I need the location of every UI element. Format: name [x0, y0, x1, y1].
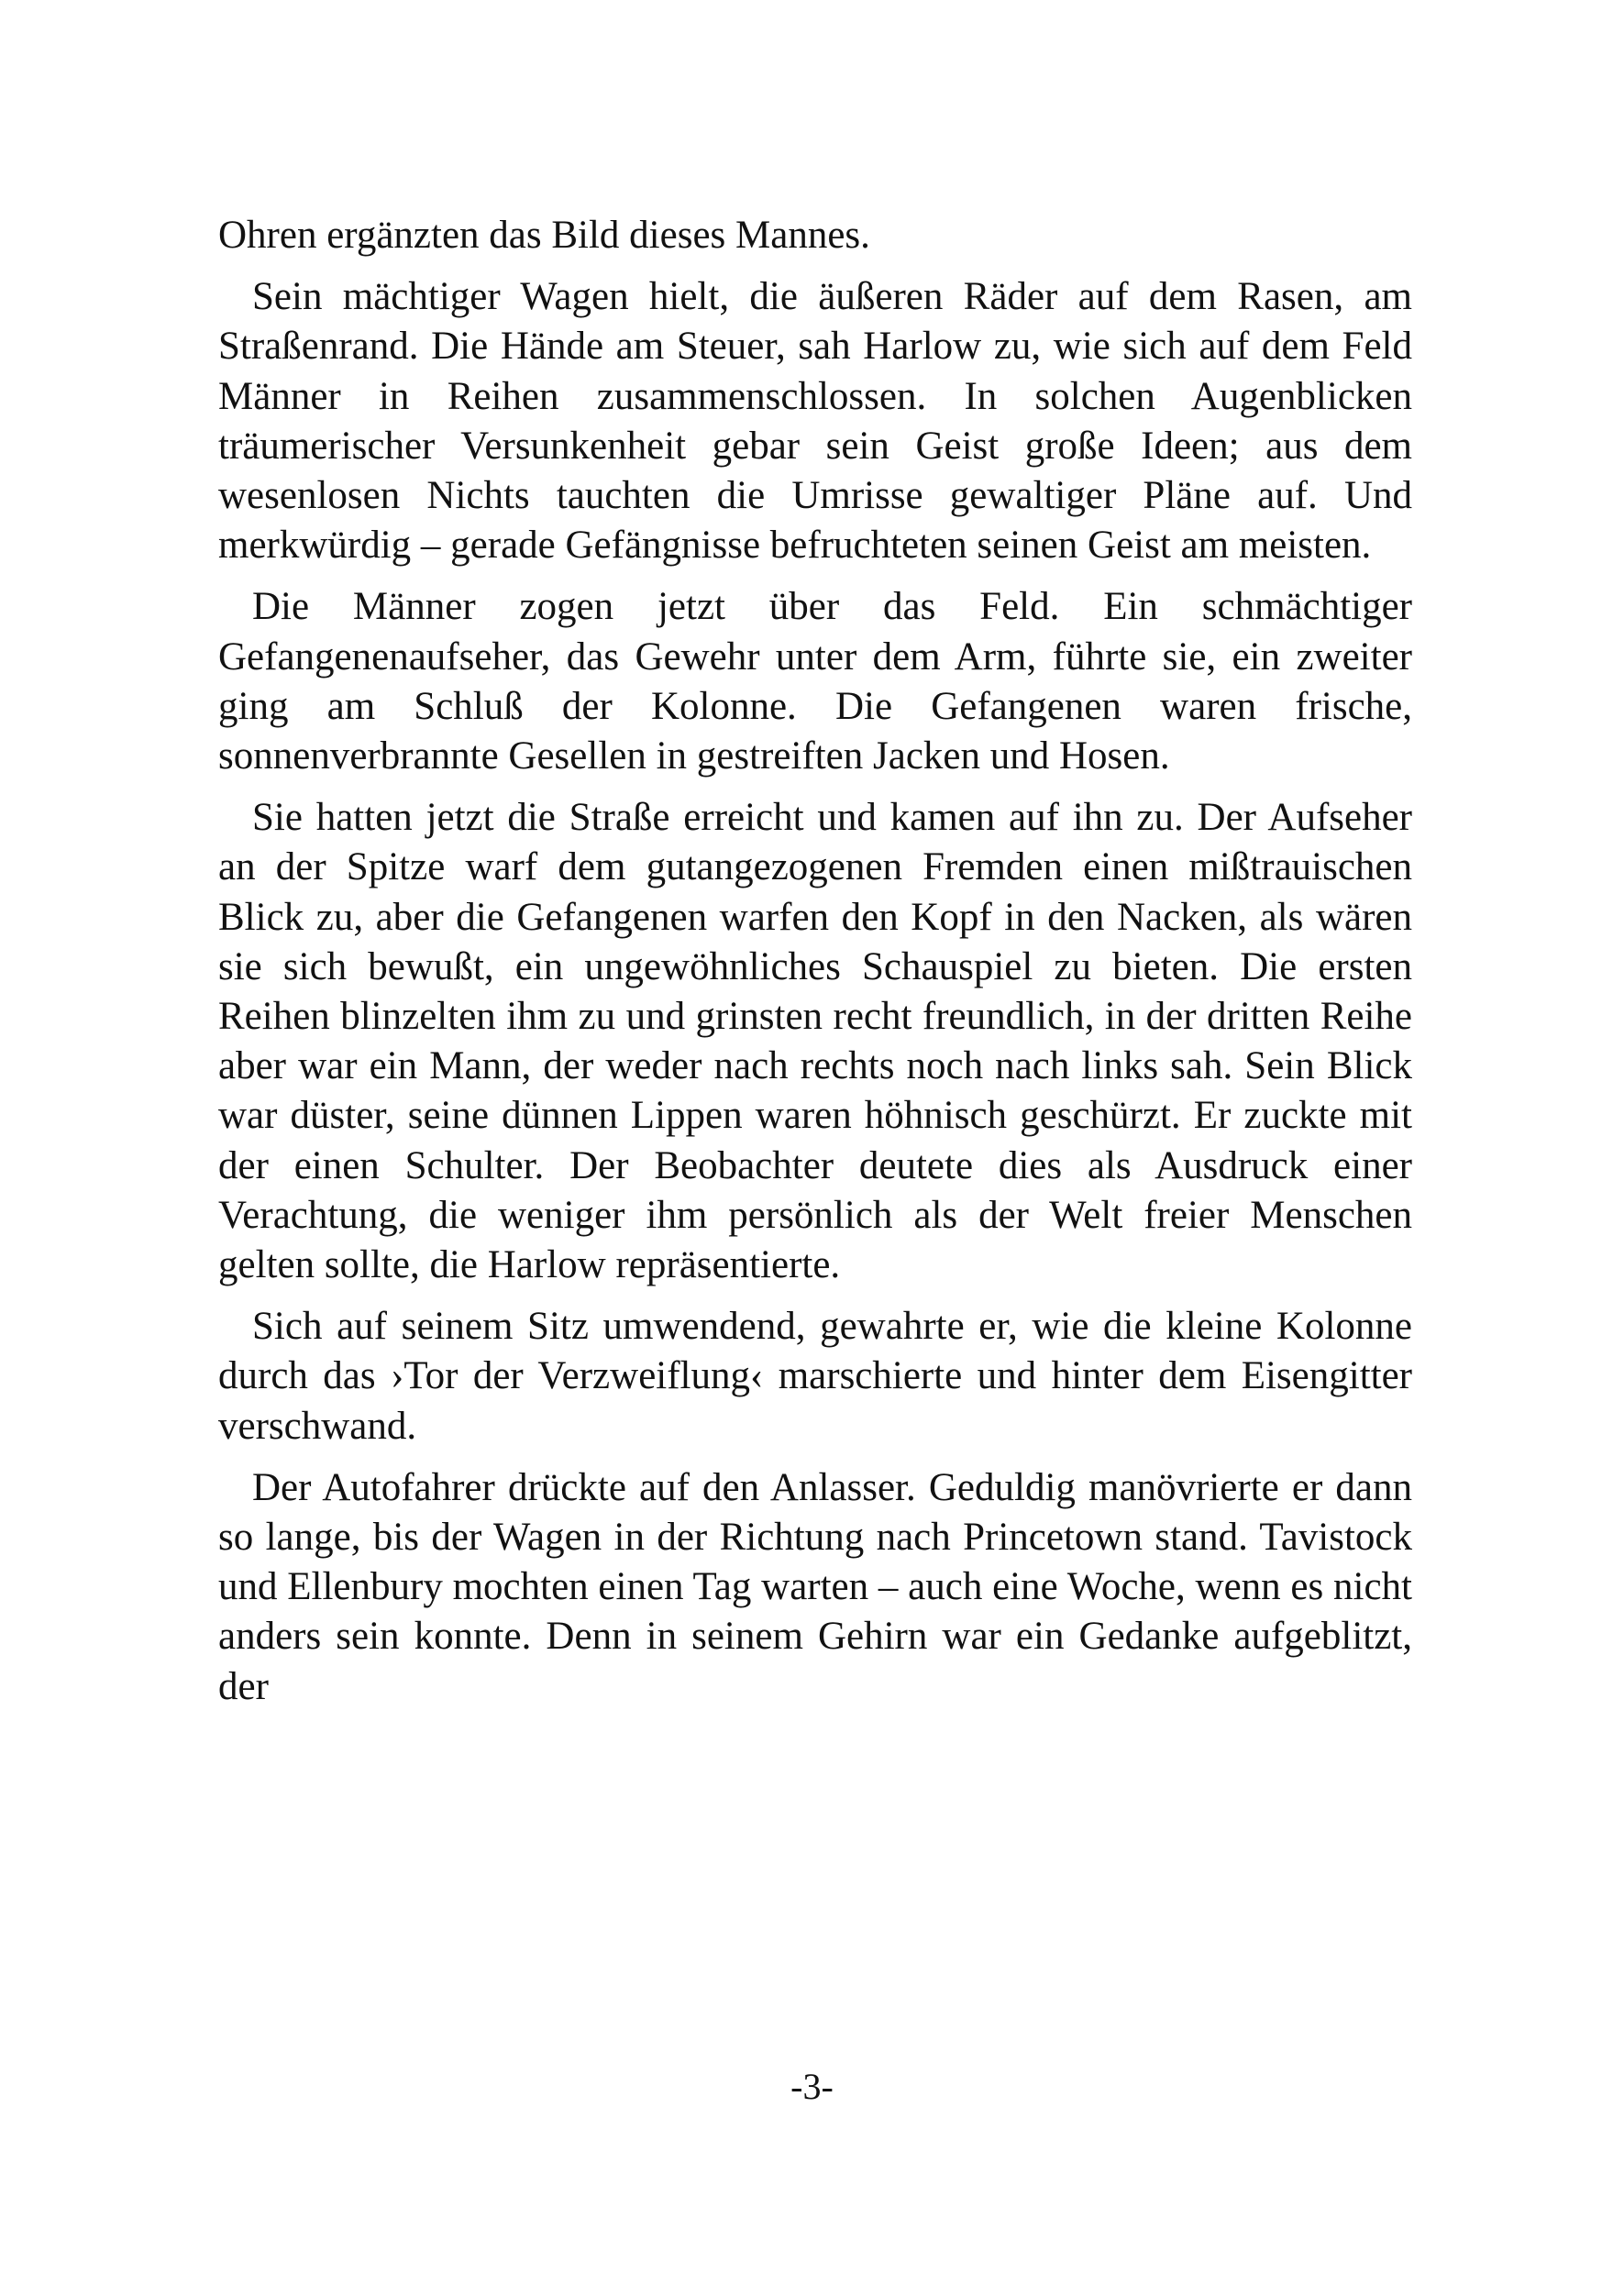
paragraph-continuation: Ohren ergänzten das Bild dieses Mannes.	[218, 214, 870, 257]
body-text	[218, 211, 1412, 1724]
paragraph: Sein mächtiger Wagen hielt, die äußeren Räder auf dem Rasen, am Straßenrand. Die Hände am Steuer, sah Harlow zu, wie sich auf dem Feld Männer in Reihen zusammenschlossen. In solchen Augenblicken träumerischer Versunkenheit gebar sein Geist große Ideen; aus dem wesenlosen Nichts tauchten die Umrisse gewaltiger Pläne auf. Und merkwürdig – gerade Gefängnisse befruchteten seinen Geist am meisten.	[218, 275, 1412, 568]
paragraph: Der Autofahrer drückte auf den Anlasser. Geduldig manövrierte er dann so lange, bis der Wagen in der Richtung nach Princetown stand. Tavistock und Ellenbury mochten einen Tag warten – auch eine Woche, wenn es nicht anders sein konnte. Denn in seinem Gehirn war ein Gedanke aufgeblitzt, der	[218, 1465, 1412, 1708]
paragraph: Sie hatten jetzt die Straße erreicht und kamen auf ihn zu. Der Aufseher an der Spitze warf dem gutangezogenen Fremden einen mißtrauischen Blick zu, aber die Gefangenen warfen den Kopf in den Nacken, als wären sie sich bewußt, ein ungewöhnliches Schauspiel zu bieten. Die ersten Reihen blinzelten ihm zu und grinsten recht freundlich, in der dritten Reihe aber war ein Mann, der weder nach rechts noch nach links sah. Sein Blick war düster, seine dünnen Lippen waren höhnisch geschürzt. Er zuckte mit der einen Schulter. Der Beobachter deutete dies als Ausdruck einer Verachtung, die weniger ihm persönlich als der Welt freier Menschen gelten sollte, die Harlow repräsentierte.	[218, 796, 1412, 1287]
page-number: -3-	[790, 2066, 834, 2107]
paragraph: Sich auf seinem Sitz umwendend, gewahrte er, wie die kleine Kolonne durch das ›Tor der Verzweiflung‹ marschierte und hinter dem Eisengitter verschwand.	[218, 1305, 1412, 1448]
paragraph: Die Männer zogen jetzt über das Feld. Ein schmächtiger Gefangenenaufseher, das Gewehr unter dem Arm, führte sie, ein zweiter ging am Schluß der Kolonne. Die Gefangenen waren frische, sonnenverbrannte Gesellen in gestreiften Jacken und Hosen.	[218, 585, 1412, 778]
